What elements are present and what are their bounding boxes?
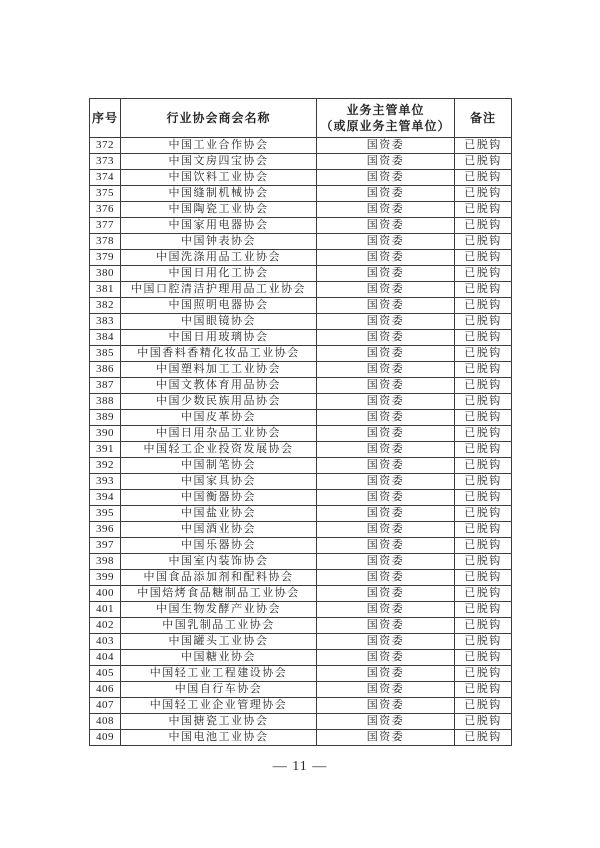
table-row [90, 426, 512, 442]
remark-cell: 已脱钩 [455, 170, 512, 186]
supervisory-unit-cell: 国资委 [317, 730, 455, 746]
serial-number-cell: 404 [90, 650, 121, 666]
table-row [90, 346, 512, 362]
association-name-cell: 中国眼镜协会 [121, 314, 317, 330]
supervisory-unit-cell: 国资委 [317, 490, 455, 506]
table-row [90, 730, 512, 746]
serial-number-cell: 403 [90, 634, 121, 650]
remark-cell: 已脱钩 [455, 730, 512, 746]
association-name-cell: 中国轻工企业投资发展协会 [121, 442, 317, 458]
association-name-cell: 中国制笔协会 [121, 458, 317, 474]
serial-number-cell: 406 [90, 682, 121, 698]
remark-cell: 已脱钩 [455, 458, 512, 474]
association-name-cell: 中国日用玻璃协会 [121, 330, 317, 346]
table-row [90, 522, 512, 538]
table-row [90, 282, 512, 298]
association-name-cell: 中国文教体育用品协会 [121, 378, 317, 394]
supervisory-unit-cell: 国资委 [317, 458, 455, 474]
serial-number-cell: 402 [90, 618, 121, 634]
header-supervisory-unit [317, 99, 455, 138]
supervisory-unit-cell: 国资委 [317, 650, 455, 666]
supervisory-unit-cell: 国资委 [317, 602, 455, 618]
supervisory-unit-cell: 国资委 [317, 234, 455, 250]
table-row [90, 698, 512, 714]
table-row [90, 330, 512, 346]
serial-number-cell: 398 [90, 554, 121, 570]
table-row [90, 298, 512, 314]
header-association-name: 行业协会商会名称 [121, 99, 317, 138]
supervisory-unit-cell: 国资委 [317, 378, 455, 394]
serial-number-cell: 385 [90, 346, 121, 362]
association-name-cell: 中国罐头工业协会 [121, 634, 317, 650]
supervisory-unit-cell: 国资委 [317, 250, 455, 266]
table-row [90, 506, 512, 522]
supervisory-unit-cell: 国资委 [317, 554, 455, 570]
remark-cell: 已脱钩 [455, 554, 512, 570]
association-name-cell: 中国焙烤食品糖制品工业协会 [121, 586, 317, 602]
supervisory-unit-cell: 国资委 [317, 330, 455, 346]
table-row [90, 266, 512, 282]
association-name-cell: 中国轻工业企业管理协会 [121, 698, 317, 714]
table-row [90, 154, 512, 170]
header-serial-number: 序号 [90, 99, 121, 138]
serial-number-cell: 373 [90, 154, 121, 170]
remark-cell: 已脱钩 [455, 250, 512, 266]
remark-cell: 已脱钩 [455, 714, 512, 730]
association-name-cell: 中国家具协会 [121, 474, 317, 490]
supervisory-unit-cell: 国资委 [317, 522, 455, 538]
association-name-cell: 中国食品添加剂和配料协会 [121, 570, 317, 586]
table-row [90, 602, 512, 618]
supervisory-unit-cell: 国资委 [317, 634, 455, 650]
remark-cell: 已脱钩 [455, 634, 512, 650]
remark-cell: 已脱钩 [455, 138, 512, 154]
serial-number-cell: 388 [90, 394, 121, 410]
association-name-cell: 中国工业合作协会 [121, 138, 317, 154]
supervisory-unit-cell: 国资委 [317, 346, 455, 362]
remark-cell: 已脱钩 [455, 426, 512, 442]
association-name-cell: 中国电池工业协会 [121, 730, 317, 746]
remark-cell: 已脱钩 [455, 362, 512, 378]
header-remark: 备注 [455, 99, 512, 138]
supervisory-unit-cell: 国资委 [317, 282, 455, 298]
remark-cell: 已脱钩 [455, 202, 512, 218]
serial-number-cell: 381 [90, 282, 121, 298]
serial-number-cell: 396 [90, 522, 121, 538]
remark-cell: 已脱钩 [455, 490, 512, 506]
association-name-cell: 中国衡器协会 [121, 490, 317, 506]
supervisory-unit-cell: 国资委 [317, 682, 455, 698]
supervisory-unit-cell: 国资委 [317, 298, 455, 314]
supervisory-unit-cell: 国资委 [317, 314, 455, 330]
supervisory-unit-cell: 国资委 [317, 442, 455, 458]
serial-number-cell: 393 [90, 474, 121, 490]
supervisory-unit-cell: 国资委 [317, 170, 455, 186]
table-row [90, 490, 512, 506]
header-supervisory-unit-line2: （或原业务主管单位） [320, 119, 451, 133]
supervisory-unit-cell: 国资委 [317, 394, 455, 410]
supervisory-unit-cell: 国资委 [317, 506, 455, 522]
serial-number-cell: 384 [90, 330, 121, 346]
serial-number-cell: 391 [90, 442, 121, 458]
remark-cell: 已脱钩 [455, 522, 512, 538]
serial-number-cell: 377 [90, 218, 121, 234]
supervisory-unit-cell: 国资委 [317, 138, 455, 154]
table-row [90, 618, 512, 634]
remark-cell: 已脱钩 [455, 570, 512, 586]
serial-number-cell: 382 [90, 298, 121, 314]
table-row [90, 394, 512, 410]
association-name-cell: 中国日用化工协会 [121, 266, 317, 282]
serial-number-cell: 394 [90, 490, 121, 506]
remark-cell: 已脱钩 [455, 186, 512, 202]
association-name-cell: 中国家用电器协会 [121, 218, 317, 234]
serial-number-cell: 395 [90, 506, 121, 522]
association-name-cell: 中国糖业协会 [121, 650, 317, 666]
remark-cell: 已脱钩 [455, 394, 512, 410]
serial-number-cell: 409 [90, 730, 121, 746]
table-row [90, 186, 512, 202]
serial-number-cell: 386 [90, 362, 121, 378]
remark-cell: 已脱钩 [455, 410, 512, 426]
remark-cell: 已脱钩 [455, 282, 512, 298]
table-row [90, 410, 512, 426]
remark-cell: 已脱钩 [455, 650, 512, 666]
remark-cell: 已脱钩 [455, 474, 512, 490]
table-row [90, 378, 512, 394]
table-row [90, 554, 512, 570]
association-name-cell: 中国酒业协会 [121, 522, 317, 538]
supervisory-unit-cell: 国资委 [317, 618, 455, 634]
association-name-cell: 中国文房四宝协会 [121, 154, 317, 170]
supervisory-unit-cell: 国资委 [317, 538, 455, 554]
table-row [90, 138, 512, 154]
supervisory-unit-cell: 国资委 [317, 570, 455, 586]
serial-number-cell: 372 [90, 138, 121, 154]
serial-number-cell: 378 [90, 234, 121, 250]
remark-cell: 已脱钩 [455, 266, 512, 282]
remark-cell: 已脱钩 [455, 586, 512, 602]
association-name-cell: 中国洗涤用品工业协会 [121, 250, 317, 266]
remark-cell: 已脱钩 [455, 154, 512, 170]
serial-number-cell: 383 [90, 314, 121, 330]
remark-cell: 已脱钩 [455, 682, 512, 698]
remark-cell: 已脱钩 [455, 218, 512, 234]
table-row [90, 586, 512, 602]
serial-number-cell: 405 [90, 666, 121, 682]
table-row [90, 458, 512, 474]
association-name-cell: 中国口腔清洁护理用品工业协会 [121, 282, 317, 298]
supervisory-unit-cell: 国资委 [317, 186, 455, 202]
table-row [90, 202, 512, 218]
supervisory-unit-cell: 国资委 [317, 154, 455, 170]
supervisory-unit-cell: 国资委 [317, 586, 455, 602]
table-row [90, 442, 512, 458]
supervisory-unit-cell: 国资委 [317, 202, 455, 218]
association-name-cell: 中国饮料工业协会 [121, 170, 317, 186]
supervisory-unit-cell: 国资委 [317, 666, 455, 682]
table-header [90, 99, 512, 138]
serial-number-cell: 376 [90, 202, 121, 218]
table-row [90, 234, 512, 250]
serial-number-cell: 407 [90, 698, 121, 714]
association-name-cell: 中国乐器协会 [121, 538, 317, 554]
remark-cell: 已脱钩 [455, 298, 512, 314]
remark-cell: 已脱钩 [455, 234, 512, 250]
remark-cell: 已脱钩 [455, 666, 512, 682]
remark-cell: 已脱钩 [455, 330, 512, 346]
association-name-cell: 中国日用杂品工业协会 [121, 426, 317, 442]
association-name-cell: 中国室内装饰协会 [121, 554, 317, 570]
association-name-cell: 中国盐业协会 [121, 506, 317, 522]
table-row [90, 650, 512, 666]
table-row [90, 314, 512, 330]
serial-number-cell: 375 [90, 186, 121, 202]
supervisory-unit-cell: 国资委 [317, 698, 455, 714]
serial-number-cell: 390 [90, 426, 121, 442]
table-row [90, 634, 512, 650]
table-row [90, 538, 512, 554]
serial-number-cell: 399 [90, 570, 121, 586]
table-row [90, 714, 512, 730]
serial-number-cell: 408 [90, 714, 121, 730]
table-row [90, 170, 512, 186]
association-name-cell: 中国轻工业工程建设协会 [121, 666, 317, 682]
table-row [90, 666, 512, 682]
association-name-cell: 中国搪瓷工业协会 [121, 714, 317, 730]
table-row [90, 682, 512, 698]
table-row [90, 474, 512, 490]
serial-number-cell: 380 [90, 266, 121, 282]
association-name-cell: 中国少数民族用品协会 [121, 394, 317, 410]
supervisory-unit-cell: 国资委 [317, 218, 455, 234]
table-body [90, 138, 512, 746]
remark-cell: 已脱钩 [455, 346, 512, 362]
association-name-cell: 中国陶瓷工业协会 [121, 202, 317, 218]
remark-cell: 已脱钩 [455, 618, 512, 634]
remark-cell: 已脱钩 [455, 602, 512, 618]
supervisory-unit-cell: 国资委 [317, 474, 455, 490]
table-row [90, 250, 512, 266]
supervisory-unit-cell: 国资委 [317, 362, 455, 378]
association-name-cell: 中国乳制品工业协会 [121, 618, 317, 634]
association-name-cell: 中国塑料加工工业协会 [121, 362, 317, 378]
table-row [90, 218, 512, 234]
table-header-row [90, 99, 512, 138]
association-table [89, 98, 512, 746]
serial-number-cell: 389 [90, 410, 121, 426]
supervisory-unit-cell: 国资委 [317, 714, 455, 730]
supervisory-unit-cell: 国资委 [317, 266, 455, 282]
header-supervisory-unit-line1: 业务主管单位 [346, 102, 425, 117]
supervisory-unit-cell: 国资委 [317, 426, 455, 442]
remark-cell: 已脱钩 [455, 698, 512, 714]
serial-number-cell: 400 [90, 586, 121, 602]
page-number: — 11 — [272, 759, 328, 774]
serial-number-cell: 392 [90, 458, 121, 474]
association-name-cell: 中国皮革协会 [121, 410, 317, 426]
remark-cell: 已脱钩 [455, 442, 512, 458]
remark-cell: 已脱钩 [455, 538, 512, 554]
supervisory-unit-cell: 国资委 [317, 410, 455, 426]
association-name-cell: 中国生物发酵产业协会 [121, 602, 317, 618]
association-name-cell: 中国缝制机械协会 [121, 186, 317, 202]
association-name-cell: 中国照明电器协会 [121, 298, 317, 314]
association-name-cell: 中国自行车协会 [121, 682, 317, 698]
association-name-cell: 中国香料香精化妆品工业协会 [121, 346, 317, 362]
table-row [90, 570, 512, 586]
serial-number-cell: 387 [90, 378, 121, 394]
remark-cell: 已脱钩 [455, 506, 512, 522]
table-row [90, 362, 512, 378]
remark-cell: 已脱钩 [455, 378, 512, 394]
serial-number-cell: 379 [90, 250, 121, 266]
serial-number-cell: 401 [90, 602, 121, 618]
remark-cell: 已脱钩 [455, 314, 512, 330]
serial-number-cell: 374 [90, 170, 121, 186]
association-name-cell: 中国钟表协会 [121, 234, 317, 250]
serial-number-cell: 397 [90, 538, 121, 554]
